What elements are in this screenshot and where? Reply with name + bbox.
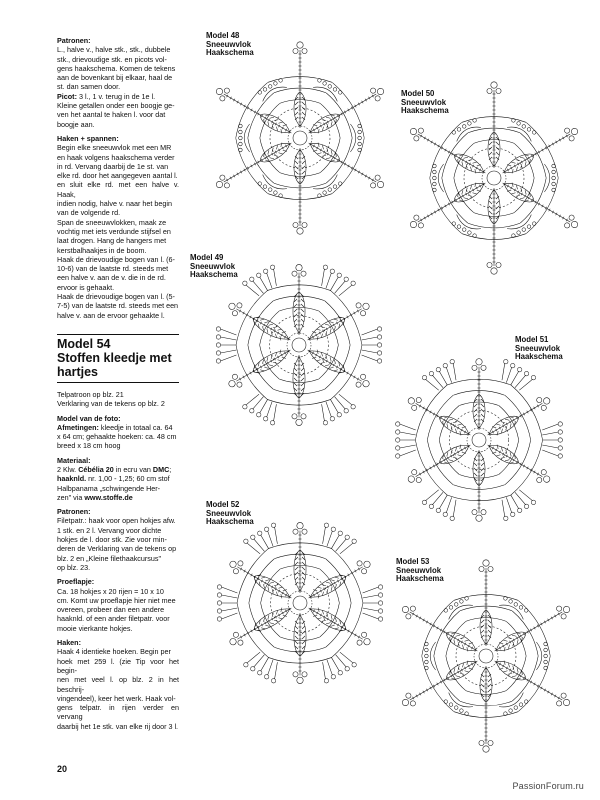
snowflake-diagram-49 bbox=[197, 243, 401, 447]
yarn-name: Cébélia 20 bbox=[78, 464, 114, 474]
text-line: deren de Verklaring van de tekens op bbox=[57, 544, 177, 554]
model-name: Model 52 bbox=[206, 500, 240, 509]
text-line: indien nodig, halve v. naar het begin bbox=[57, 199, 172, 209]
text-line: ven het aantal te haken l. voor dat bbox=[57, 110, 166, 120]
text-line: Begin elke sneeuwvlok met een MR bbox=[57, 143, 172, 153]
text-line: hoek met 259 l. (zie Tip voor het begin- bbox=[57, 656, 179, 675]
text-fragment: in ecru van bbox=[113, 464, 153, 474]
model54-subtitle: Stoffen kleedje met bbox=[57, 350, 172, 365]
snowflake-diagram-52 bbox=[198, 501, 402, 705]
section-heading: Haken + spannen: bbox=[57, 133, 119, 143]
text-fragment: 2 Klw. bbox=[57, 464, 79, 474]
foto-section bbox=[57, 414, 179, 451]
text-line: haaknld. of een ander filetpatr. voor bbox=[57, 614, 170, 624]
model-name: Model 49 bbox=[190, 253, 224, 262]
picot-line bbox=[57, 92, 179, 101]
model-name: Model 51 bbox=[515, 335, 549, 344]
text-fragment: nr. 1,00 - 1,25; 60 cm stof bbox=[86, 474, 170, 484]
model-name: Model 53 bbox=[396, 557, 430, 566]
watermark: PassionForum.ru bbox=[512, 781, 584, 791]
text-line: hokjes de l. door stk. Zie voor min- bbox=[57, 535, 167, 545]
text-line: Span de sneeuwvlokken, maak ze bbox=[57, 217, 167, 227]
text-line: een halve v. aan de v. die in de rd. bbox=[57, 273, 166, 283]
text-line: blz. 2 en „Kleine filethaakcursus" bbox=[57, 553, 162, 563]
text-line: 7-5) van de laatste rd. steeds met een bbox=[57, 301, 179, 311]
model-sub: Sneeuwvlok bbox=[206, 508, 252, 518]
haken-section bbox=[57, 638, 179, 731]
reference-line: Verklaring van de tekens op blz. 2 bbox=[57, 399, 165, 409]
text-line: in rd. Vervang daarbij de 1e st. van bbox=[57, 161, 169, 171]
text-line: Halbpanama „schwingende Her- bbox=[57, 483, 161, 493]
text-fragment: " via bbox=[68, 492, 85, 502]
model-sub: Haakschema bbox=[515, 352, 563, 362]
text-fragment: kleedje in totaal ca. 64 bbox=[98, 422, 173, 432]
text-line: elke rd. door het aangegeven aantal l. bbox=[57, 171, 178, 181]
instructions-column bbox=[57, 36, 179, 736]
text-line: Ca. 18 hokjes x 20 rijen = 10 x 10 bbox=[57, 586, 164, 596]
text-line: Haak de drievoudige bogen van l. (6- bbox=[57, 254, 175, 264]
brand-name: DMC bbox=[152, 464, 170, 474]
section-heading: Proeflapje: bbox=[57, 577, 95, 587]
text-line: ervoor is gehaakt. bbox=[57, 282, 115, 292]
model-sub: Haakschema bbox=[206, 48, 254, 58]
text-line: nen met veel l. op blz. 2 in het beschrij- bbox=[57, 675, 179, 694]
model54-subtitle-2: hartjes bbox=[57, 364, 98, 379]
text-line: x 64 cm; gehaakte hoeken: ca. 48 cm bbox=[57, 432, 177, 442]
picot-label: Picot: bbox=[57, 91, 77, 101]
model-sub: Haakschema bbox=[190, 270, 238, 280]
model-sub: Sneeuwvlok bbox=[190, 261, 236, 271]
model-name: Model 50 bbox=[401, 89, 435, 98]
reference-line: Telpatroon op blz. 21 bbox=[57, 389, 124, 399]
model-sub: Haakschema bbox=[401, 106, 449, 116]
text-line: stk., drievoudige stk. en picots vol- bbox=[57, 54, 167, 64]
text-line: op blz. 23. bbox=[57, 562, 91, 572]
model-sub: Haakschema bbox=[396, 574, 444, 584]
section-heading: Patronen: bbox=[57, 507, 91, 517]
text-line: Kleine getallen onder een boogje ge- bbox=[57, 101, 175, 111]
text-line: daarbij het 1e stk. van elke rij door 3 l. bbox=[57, 721, 179, 731]
model-sub: Sneeuwvlok bbox=[396, 565, 442, 575]
text-line: en haak volgens haakschema verder bbox=[57, 152, 175, 162]
references bbox=[57, 390, 179, 409]
text-line: kerstbalhaakjes in de boom. bbox=[57, 245, 147, 255]
page-number: 20 bbox=[57, 764, 68, 774]
model-sub: Sneeuwvlok bbox=[515, 343, 561, 353]
text-line: Haak 4 identieke hoeken. Begin per bbox=[57, 647, 171, 657]
text-line: en sluit elke rd. met een halve v. Haak, bbox=[57, 180, 179, 199]
text-line: 10-6) van de laatste rd. steeds met bbox=[57, 264, 169, 274]
text-line: Filetpatr.: haak voor open hokjes afw. bbox=[57, 516, 176, 526]
text-line: cm. Komt uw proeflapje hier niet mee bbox=[57, 595, 176, 605]
text-line: overeen, probeer dan een andere bbox=[57, 605, 165, 615]
model54-title: Model 54 bbox=[57, 336, 111, 351]
text-line: gens telpatr. in rijen verder en vervang bbox=[57, 703, 179, 722]
proeflapje-section bbox=[57, 577, 179, 633]
model-sub: Sneeuwvlok bbox=[206, 39, 252, 49]
text-fragment: zen bbox=[57, 492, 69, 502]
text-line: Haak de drievoudige bogen van l. (5- bbox=[57, 292, 175, 302]
section-heading: Haken: bbox=[57, 638, 81, 648]
model-name: Model 48 bbox=[206, 31, 240, 40]
text-line: L., halve v., halve stk., stk., dubbele bbox=[57, 45, 171, 55]
text-line: halve v. aan de ervoor gehaakte l. bbox=[57, 310, 165, 320]
text-line: mooie vierkante hokjes. bbox=[57, 623, 133, 633]
text-line: laat drogen. Hang de hangers met bbox=[57, 236, 167, 246]
text-line: vochtig met iets verdunde stijfsel en bbox=[57, 226, 171, 236]
text-line: aan de bovenkant bij elkaar, haal de bbox=[57, 73, 173, 83]
model-sub: Sneeuwvlok bbox=[401, 97, 447, 107]
text-line: st. dan samen door. bbox=[57, 82, 121, 92]
haken-spannen-section bbox=[57, 134, 179, 320]
text-line: gens haakschema. Komen de tekens bbox=[57, 63, 176, 73]
foto-heading: Model van de foto: bbox=[57, 413, 121, 423]
snowflake-diagram-51 bbox=[376, 337, 582, 543]
text-line: 1 stk. en 2 l. Vervang voor dichte bbox=[57, 525, 162, 535]
snowflake-diagram-53 bbox=[382, 552, 590, 760]
text-line: van de volgende rd. bbox=[57, 208, 121, 218]
text-fragment: 3 l., 1 v. terug in de 1e l. bbox=[76, 91, 156, 101]
snowflake-diagram-50 bbox=[390, 74, 598, 282]
text-line: vingendeel), keer het werk. Haak vol- bbox=[57, 693, 176, 703]
patronen-section bbox=[57, 36, 179, 129]
website-link[interactable]: www.stoffe.de bbox=[84, 492, 133, 502]
snowflake-diagram-48 bbox=[196, 31, 404, 242]
text-line: boogje aan. bbox=[57, 119, 95, 129]
text-line: breed x 18 cm hoog bbox=[57, 441, 121, 451]
patronen-heading: Patronen: bbox=[57, 36, 91, 45]
hook-label: haaknld. bbox=[57, 474, 87, 484]
model54-heading bbox=[57, 334, 179, 383]
model-sub: Haakschema bbox=[206, 517, 254, 527]
afmetingen-label: Afmetingen: bbox=[57, 422, 99, 432]
patronen2-section bbox=[57, 507, 179, 572]
materiaal-section: Materiaal: 2 Klw. Cébélia 20 in ecru van DMC; haaknld. nr. 1,00 - 1,25; 60 cm stof Halbpanama „schwingende Her- zen" via www.stoffe.de bbox=[57, 456, 179, 502]
materiaal-heading: Materiaal: bbox=[57, 455, 91, 465]
